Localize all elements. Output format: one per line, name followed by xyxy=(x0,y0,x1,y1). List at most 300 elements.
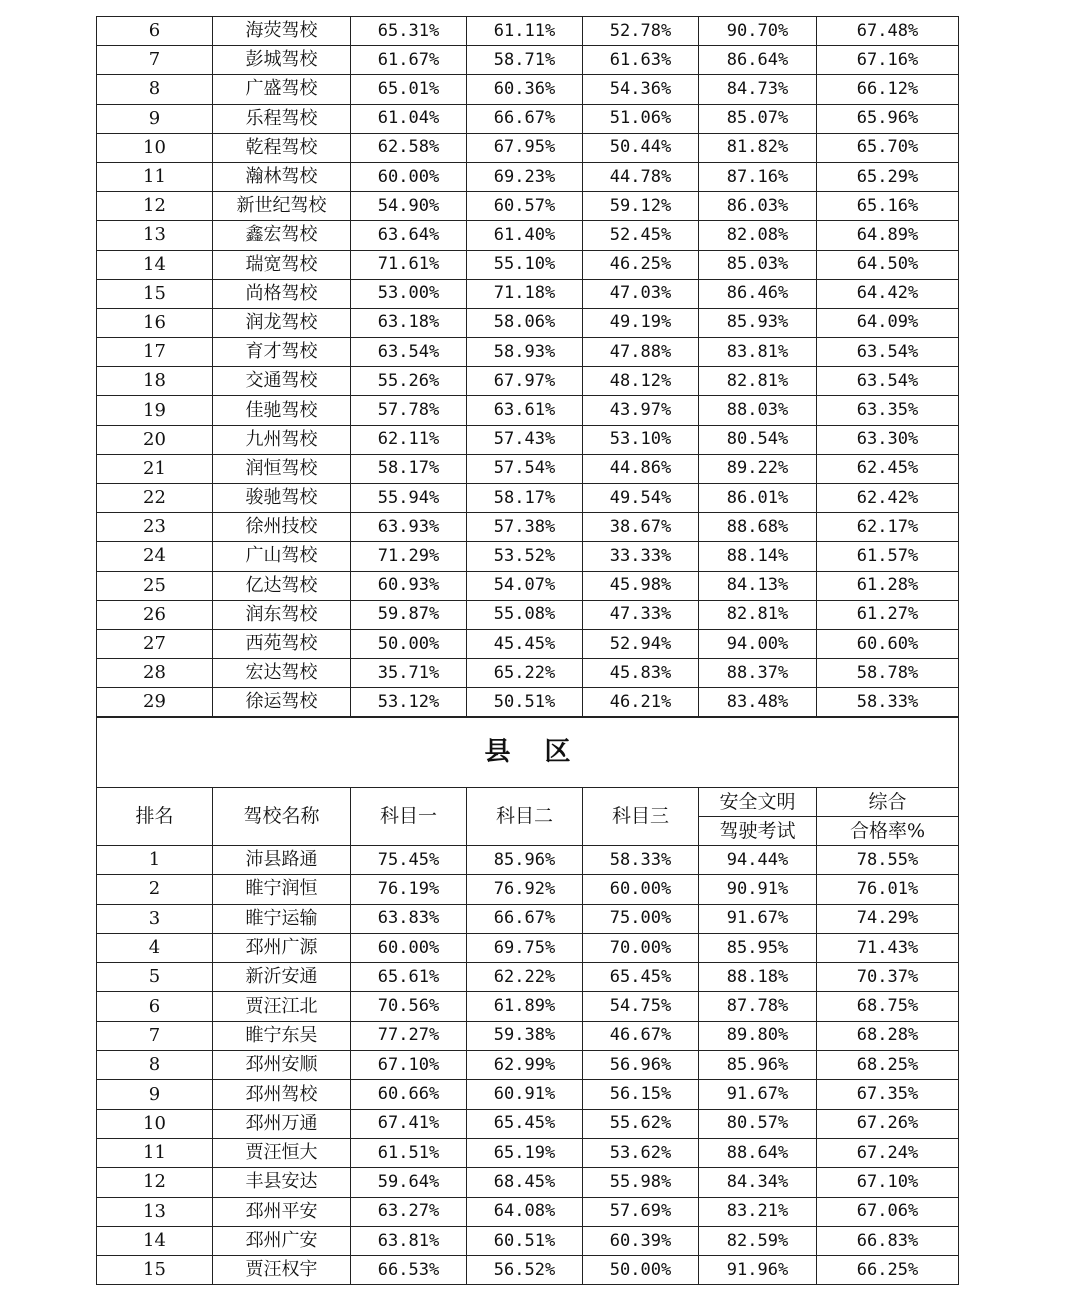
header-total-rate-line1: 综合 xyxy=(817,788,959,817)
subject-one-cell: 60.66% xyxy=(351,1080,467,1109)
rank-cell: 2 xyxy=(97,875,213,904)
subject-one-cell: 71.61% xyxy=(351,250,467,279)
safety-exam-cell: 84.34% xyxy=(699,1168,817,1197)
safety-exam-cell: 86.64% xyxy=(699,46,817,75)
subject-three-cell: 65.45% xyxy=(583,963,699,992)
rank-cell: 20 xyxy=(97,425,213,454)
subject-two-cell: 66.67% xyxy=(467,104,583,133)
total-rate-cell: 67.10% xyxy=(817,1168,959,1197)
safety-exam-cell: 91.67% xyxy=(699,1080,817,1109)
subject-two-cell: 71.18% xyxy=(467,279,583,308)
subject-three-cell: 46.25% xyxy=(583,250,699,279)
safety-exam-cell: 86.46% xyxy=(699,279,817,308)
subject-three-cell: 53.62% xyxy=(583,1138,699,1167)
subject-one-cell: 59.87% xyxy=(351,600,467,629)
table-row xyxy=(97,396,959,425)
rank-cell: 15 xyxy=(97,279,213,308)
subject-two-cell: 58.71% xyxy=(467,46,583,75)
subject-one-cell: 63.93% xyxy=(351,513,467,542)
rank-cell: 18 xyxy=(97,367,213,396)
school-name-cell: 徐州技校 xyxy=(213,513,351,542)
subject-three-cell: 53.10% xyxy=(583,425,699,454)
rank-cell: 24 xyxy=(97,542,213,571)
table-row xyxy=(97,542,959,571)
header-school-name: 驾校名称 xyxy=(213,788,351,846)
header-subject-one: 科目一 xyxy=(351,788,467,846)
total-rate-cell: 67.35% xyxy=(817,1080,959,1109)
rank-cell: 4 xyxy=(97,933,213,962)
school-name-cell: 贾汪权宇 xyxy=(213,1256,351,1285)
safety-exam-cell: 88.64% xyxy=(699,1138,817,1167)
subject-one-cell: 65.31% xyxy=(351,17,467,46)
subject-three-cell: 44.78% xyxy=(583,162,699,191)
subject-two-cell: 61.40% xyxy=(467,221,583,250)
school-name-cell: 邳州广安 xyxy=(213,1226,351,1255)
total-rate-cell: 76.01% xyxy=(817,875,959,904)
subject-two-cell: 59.38% xyxy=(467,1021,583,1050)
table-row xyxy=(97,659,959,688)
subject-one-cell: 53.12% xyxy=(351,688,467,717)
table-row xyxy=(97,992,959,1021)
safety-exam-cell: 83.48% xyxy=(699,688,817,717)
subject-one-cell: 63.83% xyxy=(351,904,467,933)
safety-exam-cell: 87.78% xyxy=(699,992,817,1021)
safety-exam-cell: 91.67% xyxy=(699,904,817,933)
subject-two-cell: 61.89% xyxy=(467,992,583,1021)
subject-two-cell: 50.51% xyxy=(467,688,583,717)
school-name-cell: 亿达驾校 xyxy=(213,571,351,600)
table-row xyxy=(97,454,959,483)
subject-one-cell: 63.64% xyxy=(351,221,467,250)
table-row xyxy=(97,688,959,717)
table-row xyxy=(97,1051,959,1080)
total-rate-cell: 64.09% xyxy=(817,308,959,337)
total-rate-cell: 63.35% xyxy=(817,396,959,425)
subject-one-cell: 65.61% xyxy=(351,963,467,992)
subject-three-cell: 45.83% xyxy=(583,659,699,688)
rank-cell: 25 xyxy=(97,571,213,600)
rank-cell: 15 xyxy=(97,1256,213,1285)
subject-three-cell: 47.33% xyxy=(583,600,699,629)
subject-one-cell: 77.27% xyxy=(351,1021,467,1050)
table-row xyxy=(97,484,959,513)
subject-three-cell: 38.67% xyxy=(583,513,699,542)
total-rate-cell: 66.12% xyxy=(817,75,959,104)
school-name-cell: 沛县路通 xyxy=(213,846,351,875)
subject-one-cell: 62.11% xyxy=(351,425,467,454)
safety-exam-cell: 81.82% xyxy=(699,133,817,162)
subject-three-cell: 60.39% xyxy=(583,1226,699,1255)
subject-three-cell: 58.33% xyxy=(583,846,699,875)
school-name-cell: 丰县安达 xyxy=(213,1168,351,1197)
rank-cell: 6 xyxy=(97,992,213,1021)
table-row xyxy=(97,279,959,308)
total-rate-cell: 61.27% xyxy=(817,600,959,629)
total-rate-cell: 67.26% xyxy=(817,1109,959,1138)
safety-exam-cell: 82.59% xyxy=(699,1226,817,1255)
total-rate-cell: 62.42% xyxy=(817,484,959,513)
county-ranking-table xyxy=(96,716,959,1285)
school-name-cell: 润恒驾校 xyxy=(213,454,351,483)
total-rate-cell: 71.43% xyxy=(817,933,959,962)
subject-one-cell: 57.78% xyxy=(351,396,467,425)
subject-two-cell: 69.23% xyxy=(467,162,583,191)
school-name-cell: 徐运驾校 xyxy=(213,688,351,717)
subject-one-cell: 76.19% xyxy=(351,875,467,904)
table-row xyxy=(97,1168,959,1197)
school-name-cell: 新世纪驾校 xyxy=(213,192,351,221)
table-row xyxy=(97,162,959,191)
rank-cell: 14 xyxy=(97,250,213,279)
subject-one-cell: 61.04% xyxy=(351,104,467,133)
table-row xyxy=(97,963,959,992)
school-name-cell: 尚格驾校 xyxy=(213,279,351,308)
table-row xyxy=(97,1021,959,1050)
school-name-cell: 鑫宏驾校 xyxy=(213,221,351,250)
table-row xyxy=(97,367,959,396)
header-safety-exam-line1: 安全文明 xyxy=(699,788,817,817)
subject-one-cell: 50.00% xyxy=(351,629,467,658)
subject-three-cell: 56.96% xyxy=(583,1051,699,1080)
total-rate-cell: 58.33% xyxy=(817,688,959,717)
table-row xyxy=(97,629,959,658)
rank-cell: 22 xyxy=(97,484,213,513)
subject-three-cell: 33.33% xyxy=(583,542,699,571)
rank-cell: 14 xyxy=(97,1226,213,1255)
table-row xyxy=(97,75,959,104)
subject-two-cell: 61.11% xyxy=(467,17,583,46)
header-safety-exam-line2: 驾驶考试 xyxy=(699,817,817,846)
safety-exam-cell: 88.68% xyxy=(699,513,817,542)
subject-two-cell: 45.45% xyxy=(467,629,583,658)
subject-three-cell: 44.86% xyxy=(583,454,699,483)
school-name-cell: 邳州安顺 xyxy=(213,1051,351,1080)
subject-one-cell: 60.93% xyxy=(351,571,467,600)
subject-one-cell: 71.29% xyxy=(351,542,467,571)
school-name-cell: 海荧驾校 xyxy=(213,17,351,46)
rank-cell: 27 xyxy=(97,629,213,658)
table-row xyxy=(97,1226,959,1255)
safety-exam-cell: 94.00% xyxy=(699,629,817,658)
subject-three-cell: 55.62% xyxy=(583,1109,699,1138)
table-row xyxy=(97,933,959,962)
subject-two-cell: 58.06% xyxy=(467,308,583,337)
subject-two-cell: 62.22% xyxy=(467,963,583,992)
table-row xyxy=(97,104,959,133)
total-rate-cell: 65.96% xyxy=(817,104,959,133)
safety-exam-cell: 89.22% xyxy=(699,454,817,483)
total-rate-cell: 74.29% xyxy=(817,904,959,933)
safety-exam-cell: 88.14% xyxy=(699,542,817,571)
school-name-cell: 邳州万通 xyxy=(213,1109,351,1138)
safety-exam-cell: 85.95% xyxy=(699,933,817,962)
total-rate-cell: 68.25% xyxy=(817,1051,959,1080)
table-row xyxy=(97,1197,959,1226)
subject-one-cell: 58.17% xyxy=(351,454,467,483)
subject-three-cell: 50.00% xyxy=(583,1256,699,1285)
school-name-cell: 乾程驾校 xyxy=(213,133,351,162)
school-name-cell: 九州驾校 xyxy=(213,425,351,454)
rank-cell: 11 xyxy=(97,1138,213,1167)
school-name-cell: 瑞宽驾校 xyxy=(213,250,351,279)
subject-one-cell: 65.01% xyxy=(351,75,467,104)
subject-two-cell: 68.45% xyxy=(467,1168,583,1197)
total-rate-cell: 61.57% xyxy=(817,542,959,571)
school-name-cell: 瀚林驾校 xyxy=(213,162,351,191)
rank-cell: 7 xyxy=(97,1021,213,1050)
total-rate-cell: 66.83% xyxy=(817,1226,959,1255)
table-row xyxy=(97,221,959,250)
subject-three-cell: 48.12% xyxy=(583,367,699,396)
table-row xyxy=(97,308,959,337)
rank-cell: 10 xyxy=(97,133,213,162)
subject-two-cell: 57.38% xyxy=(467,513,583,542)
total-rate-cell: 67.06% xyxy=(817,1197,959,1226)
safety-exam-cell: 82.81% xyxy=(699,367,817,396)
subject-three-cell: 49.19% xyxy=(583,308,699,337)
total-rate-cell: 60.60% xyxy=(817,629,959,658)
subject-three-cell: 52.78% xyxy=(583,17,699,46)
rank-cell: 9 xyxy=(97,104,213,133)
table-row xyxy=(97,513,959,542)
rank-cell: 29 xyxy=(97,688,213,717)
rank-cell: 7 xyxy=(97,46,213,75)
subject-three-cell: 52.94% xyxy=(583,629,699,658)
safety-exam-cell: 82.08% xyxy=(699,221,817,250)
subject-two-cell: 56.52% xyxy=(467,1256,583,1285)
table-row xyxy=(97,1109,959,1138)
subject-three-cell: 57.69% xyxy=(583,1197,699,1226)
safety-exam-cell: 85.96% xyxy=(699,1051,817,1080)
rank-cell: 8 xyxy=(97,75,213,104)
rank-cell: 12 xyxy=(97,1168,213,1197)
subject-three-cell: 47.88% xyxy=(583,338,699,367)
rank-cell: 16 xyxy=(97,308,213,337)
subject-two-cell: 65.19% xyxy=(467,1138,583,1167)
subject-two-cell: 57.43% xyxy=(467,425,583,454)
school-name-cell: 贾汪恒大 xyxy=(213,1138,351,1167)
total-rate-cell: 58.78% xyxy=(817,659,959,688)
subject-one-cell: 60.00% xyxy=(351,933,467,962)
safety-exam-cell: 88.18% xyxy=(699,963,817,992)
rank-cell: 9 xyxy=(97,1080,213,1109)
school-name-cell: 邳州广源 xyxy=(213,933,351,962)
school-name-cell: 润东驾校 xyxy=(213,600,351,629)
safety-exam-cell: 83.81% xyxy=(699,338,817,367)
subject-three-cell: 52.45% xyxy=(583,221,699,250)
city-ranking-table xyxy=(96,16,959,718)
total-rate-cell: 64.50% xyxy=(817,250,959,279)
subject-one-cell: 67.10% xyxy=(351,1051,467,1080)
school-name-cell: 睢宁运输 xyxy=(213,904,351,933)
subject-three-cell: 46.67% xyxy=(583,1021,699,1050)
subject-one-cell: 62.58% xyxy=(351,133,467,162)
subject-three-cell: 75.00% xyxy=(583,904,699,933)
safety-exam-cell: 88.37% xyxy=(699,659,817,688)
safety-exam-cell: 86.03% xyxy=(699,192,817,221)
header-total-rate-line2: 合格率% xyxy=(817,817,959,846)
safety-exam-cell: 82.81% xyxy=(699,600,817,629)
rank-cell: 17 xyxy=(97,338,213,367)
subject-three-cell: 59.12% xyxy=(583,192,699,221)
rank-cell: 13 xyxy=(97,1197,213,1226)
safety-exam-cell: 86.01% xyxy=(699,484,817,513)
subject-two-cell: 65.22% xyxy=(467,659,583,688)
subject-one-cell: 63.81% xyxy=(351,1226,467,1255)
subject-two-cell: 58.93% xyxy=(467,338,583,367)
total-rate-cell: 64.42% xyxy=(817,279,959,308)
total-rate-cell: 68.75% xyxy=(817,992,959,1021)
subject-two-cell: 62.99% xyxy=(467,1051,583,1080)
subject-three-cell: 51.06% xyxy=(583,104,699,133)
subject-one-cell: 61.67% xyxy=(351,46,467,75)
rank-cell: 3 xyxy=(97,904,213,933)
subject-one-cell: 63.18% xyxy=(351,308,467,337)
table-row xyxy=(97,904,959,933)
subject-two-cell: 66.67% xyxy=(467,904,583,933)
table-row xyxy=(97,1080,959,1109)
school-name-cell: 睢宁润恒 xyxy=(213,875,351,904)
safety-exam-cell: 85.07% xyxy=(699,104,817,133)
total-rate-cell: 66.25% xyxy=(817,1256,959,1285)
subject-one-cell: 63.27% xyxy=(351,1197,467,1226)
subject-three-cell: 61.63% xyxy=(583,46,699,75)
school-name-cell: 邳州平安 xyxy=(213,1197,351,1226)
subject-two-cell: 60.91% xyxy=(467,1080,583,1109)
total-rate-cell: 63.54% xyxy=(817,367,959,396)
school-name-cell: 睢宁东吴 xyxy=(213,1021,351,1050)
table-row xyxy=(97,425,959,454)
total-rate-cell: 78.55% xyxy=(817,846,959,875)
table-row xyxy=(97,250,959,279)
county-section-title: 县区 xyxy=(97,717,959,788)
total-rate-cell: 64.89% xyxy=(817,221,959,250)
subject-one-cell: 53.00% xyxy=(351,279,467,308)
subject-two-cell: 65.45% xyxy=(467,1109,583,1138)
subject-three-cell: 47.03% xyxy=(583,279,699,308)
table-row xyxy=(97,600,959,629)
table-row xyxy=(97,17,959,46)
subject-one-cell: 70.56% xyxy=(351,992,467,1021)
table-row xyxy=(97,192,959,221)
total-rate-cell: 67.48% xyxy=(817,17,959,46)
subject-two-cell: 60.51% xyxy=(467,1226,583,1255)
subject-two-cell: 54.07% xyxy=(467,571,583,600)
subject-three-cell: 43.97% xyxy=(583,396,699,425)
school-name-cell: 交通驾校 xyxy=(213,367,351,396)
rank-cell: 1 xyxy=(97,846,213,875)
subject-three-cell: 45.98% xyxy=(583,571,699,600)
school-name-cell: 彭城驾校 xyxy=(213,46,351,75)
school-name-cell: 宏达驾校 xyxy=(213,659,351,688)
city-table-body xyxy=(97,17,959,718)
total-rate-cell: 65.29% xyxy=(817,162,959,191)
table-row xyxy=(97,571,959,600)
safety-exam-cell: 83.21% xyxy=(699,1197,817,1226)
rank-cell: 6 xyxy=(97,17,213,46)
rank-cell: 12 xyxy=(97,192,213,221)
safety-exam-cell: 84.73% xyxy=(699,75,817,104)
school-name-cell: 邳州驾校 xyxy=(213,1080,351,1109)
safety-exam-cell: 88.03% xyxy=(699,396,817,425)
total-rate-cell: 63.54% xyxy=(817,338,959,367)
subject-two-cell: 58.17% xyxy=(467,484,583,513)
safety-exam-cell: 91.96% xyxy=(699,1256,817,1285)
total-rate-cell: 63.30% xyxy=(817,425,959,454)
subject-two-cell: 55.10% xyxy=(467,250,583,279)
school-name-cell: 育才驾校 xyxy=(213,338,351,367)
rank-cell: 26 xyxy=(97,600,213,629)
safety-exam-cell: 94.44% xyxy=(699,846,817,875)
subject-three-cell: 54.75% xyxy=(583,992,699,1021)
rank-cell: 11 xyxy=(97,162,213,191)
subject-one-cell: 59.64% xyxy=(351,1168,467,1197)
rank-cell: 28 xyxy=(97,659,213,688)
total-rate-cell: 70.37% xyxy=(817,963,959,992)
school-name-cell: 贾汪江北 xyxy=(213,992,351,1021)
school-name-cell: 广山驾校 xyxy=(213,542,351,571)
subject-two-cell: 60.57% xyxy=(467,192,583,221)
table-row xyxy=(97,875,959,904)
subject-three-cell: 60.00% xyxy=(583,875,699,904)
school-name-cell: 广盛驾校 xyxy=(213,75,351,104)
subject-two-cell: 76.92% xyxy=(467,875,583,904)
subject-one-cell: 35.71% xyxy=(351,659,467,688)
subject-three-cell: 49.54% xyxy=(583,484,699,513)
subject-three-cell: 50.44% xyxy=(583,133,699,162)
rank-cell: 23 xyxy=(97,513,213,542)
subject-three-cell: 55.98% xyxy=(583,1168,699,1197)
subject-two-cell: 60.36% xyxy=(467,75,583,104)
subject-three-cell: 46.21% xyxy=(583,688,699,717)
subject-one-cell: 63.54% xyxy=(351,338,467,367)
table-row xyxy=(97,1256,959,1285)
total-rate-cell: 61.28% xyxy=(817,571,959,600)
subject-two-cell: 69.75% xyxy=(467,933,583,962)
subject-three-cell: 70.00% xyxy=(583,933,699,962)
safety-exam-cell: 85.03% xyxy=(699,250,817,279)
total-rate-cell: 62.45% xyxy=(817,454,959,483)
subject-two-cell: 67.95% xyxy=(467,133,583,162)
total-rate-cell: 67.24% xyxy=(817,1138,959,1167)
subject-three-cell: 56.15% xyxy=(583,1080,699,1109)
subject-one-cell: 61.51% xyxy=(351,1138,467,1167)
table-row xyxy=(97,46,959,75)
header-subject-two: 科目二 xyxy=(467,788,583,846)
table-row xyxy=(97,1138,959,1167)
safety-exam-cell: 80.54% xyxy=(699,425,817,454)
subject-three-cell: 54.36% xyxy=(583,75,699,104)
total-rate-cell: 65.16% xyxy=(817,192,959,221)
total-rate-cell: 62.17% xyxy=(817,513,959,542)
school-name-cell: 骏驰驾校 xyxy=(213,484,351,513)
rank-cell: 5 xyxy=(97,963,213,992)
subject-one-cell: 55.26% xyxy=(351,367,467,396)
subject-two-cell: 53.52% xyxy=(467,542,583,571)
subject-two-cell: 63.61% xyxy=(467,396,583,425)
safety-exam-cell: 84.13% xyxy=(699,571,817,600)
safety-exam-cell: 90.91% xyxy=(699,875,817,904)
header-subject-three: 科目三 xyxy=(583,788,699,846)
rank-cell: 8 xyxy=(97,1051,213,1080)
rank-cell: 19 xyxy=(97,396,213,425)
total-rate-cell: 68.28% xyxy=(817,1021,959,1050)
subject-two-cell: 67.97% xyxy=(467,367,583,396)
school-name-cell: 西苑驾校 xyxy=(213,629,351,658)
school-name-cell: 佳驰驾校 xyxy=(213,396,351,425)
subject-two-cell: 57.54% xyxy=(467,454,583,483)
safety-exam-cell: 90.70% xyxy=(699,17,817,46)
